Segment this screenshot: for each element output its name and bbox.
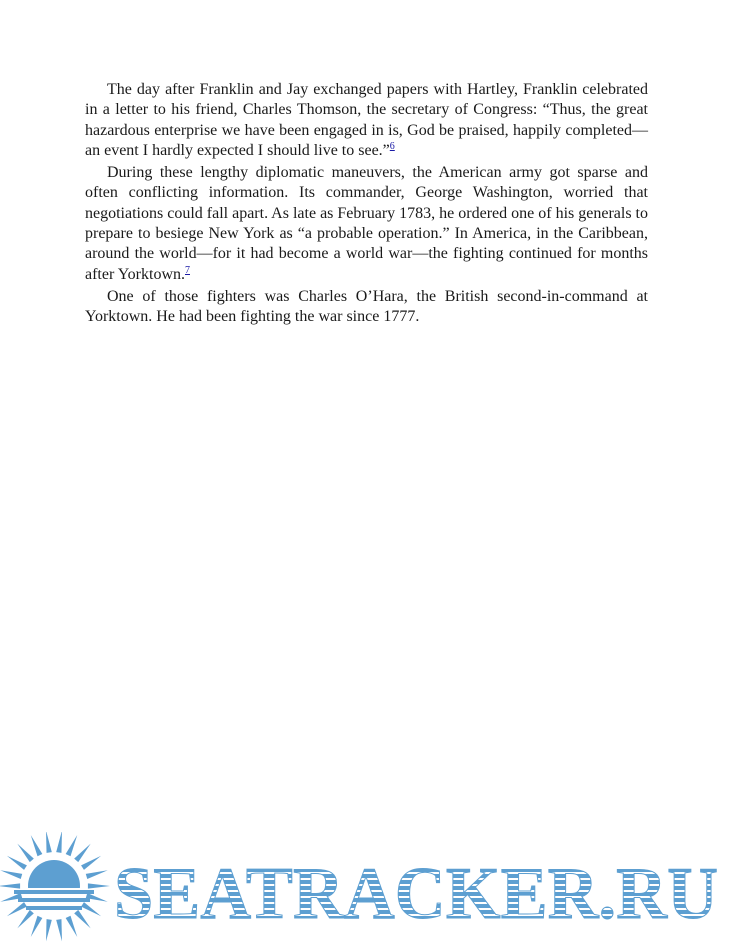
sun-ray (81, 856, 101, 870)
sun-ray (66, 835, 78, 856)
paragraph-1-text: The day after Franklin and Jay exchanged papers with Hartley, Franklin celebrated in a letter to his friend, Charles Thomson, the secretary of Congress: “Thus, the great hazardous enterprise we have been engaged in is, God be praised, happily completed—an event I hardly expected I should live to see.” (85, 81, 648, 159)
watermark-graphic (0, 832, 730, 942)
sun-ray (66, 916, 78, 937)
sun-ray (74, 844, 90, 862)
paragraph-2 (85, 163, 648, 285)
sun-ray (56, 919, 62, 941)
sun-ray (31, 835, 43, 856)
sun-ray (74, 910, 90, 928)
footnote-link-6[interactable]: 6 (389, 140, 395, 152)
sun-ray (46, 919, 52, 941)
sun-ray (17, 844, 33, 862)
footnote-ref-7[interactable] (185, 265, 190, 276)
sun-ray (17, 910, 33, 928)
watermark (0, 832, 730, 942)
sun-ray (88, 883, 110, 888)
footnote-ref-6[interactable] (390, 141, 395, 152)
paragraph-3 (85, 287, 648, 328)
sun-ray (31, 916, 43, 937)
paragraph-3-text: One of those fighters was Charles O’Hara, the British second-in-command at Yorktown. He had been fighting the war since 1777. (85, 287, 648, 326)
sun-ray (56, 832, 62, 853)
sun-ray (86, 870, 108, 879)
sun-ray (7, 902, 27, 916)
sun-ray (7, 856, 27, 870)
paragraph-2-text: During these lengthy diplomatic maneuvers, the American army got sparse and often conflicting information. Its commander, George Washington, worried that negotiations could fall apart. As late as February 1783, he ordered one of his generals to prepare to besiege New York as “a probable operation.” In America, in the Caribbean, around the world—for it had become a world war—the fighting continued for months after Yorktown. (85, 164, 648, 283)
footnote-link-7[interactable]: 7 (185, 264, 190, 276)
watermark-text: SEATRACKER.RU (114, 853, 718, 935)
sun-ray (0, 883, 20, 888)
sun-ray (46, 832, 52, 853)
paragraph-1 (85, 80, 648, 161)
sun-icon (0, 832, 110, 941)
document-body (85, 80, 648, 330)
sun-ray (81, 902, 101, 916)
sun-ray (0, 870, 22, 879)
